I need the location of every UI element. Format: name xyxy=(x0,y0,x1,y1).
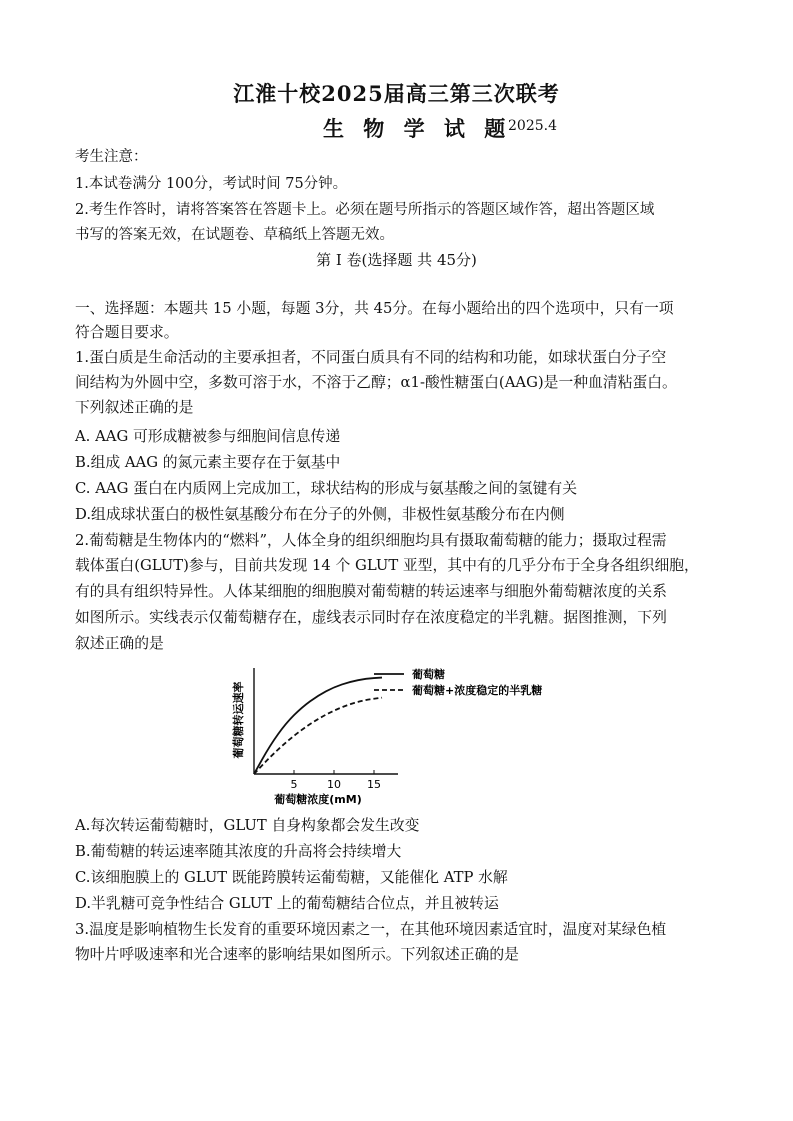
q2-stem-line-1: 2.葡萄糖是生物体内的“燃料”，人体全身的组织细胞均具有摄取葡萄糖的能力；摄取过程需 xyxy=(75,532,667,549)
section-intro-line-2: 符合题目要求。 xyxy=(75,324,179,341)
x-tick-label: 5 xyxy=(290,778,298,791)
q2-option-c: C.该细胞膜上的 GLUT 既能跨膜转运葡萄糖，又能催化 ATP 水解 xyxy=(75,869,508,886)
q1-stem-line-2: 间结构为外圆中空，多数可溶于水，不溶于乙醇；α1-酸性糖蛋白(AAG)是一种血清粘蛋白。 xyxy=(75,374,677,391)
section-title: 第 I 卷(选择题 共 45分) xyxy=(316,251,477,269)
subject-title: 生 物 学 试 题 xyxy=(323,116,512,141)
q2-stem-line-2: 载体蛋白(GLUT)参与，目前共发现 14 个 GLUT 亚型，其中有的几乎分布于全身各组织细胞， xyxy=(75,557,699,574)
section-intro-line-1: 一、选择题：本题共 15 小题，每题 3分，共 45分。在每小题给出的四个选项中，只有一项 xyxy=(75,300,674,317)
q1-stem-line-1: 1.蛋白质是生命活动的主要承担者，不同蛋白质具有不同的结构和功能，如球状蛋白分子空 xyxy=(75,349,667,366)
series-line-glucose xyxy=(254,678,382,774)
exam-title: 江淮十校2025届高三第三次联考 xyxy=(233,81,560,106)
q2-stem-line-4: 如图所示。实线表示仅葡萄糖存在，虚线表示同时存在浓度稳定的半乳糖。据图推测，下列 xyxy=(75,609,667,626)
series-line-glucose-galactose xyxy=(254,698,382,774)
q3-stem-line-1: 3.温度是影响植物生长发育的重要环境因素之一，在其他环境因素适宜时，温度对某绿色植 xyxy=(75,921,667,938)
q3-stem-line-2: 物叶片呼吸速率和光合速率的影响结果如图所示。下列叙述正确的是 xyxy=(75,946,519,963)
q2-option-b: B.葡萄糖的转运速率随其浓度的升高将会持续增大 xyxy=(75,843,402,860)
q1-stem-line-3: 下列叙述正确的是 xyxy=(75,399,194,416)
x-tick-label: 10 xyxy=(327,778,341,791)
q2-stem-line-5: 叙述正确的是 xyxy=(75,635,164,652)
q1-option-d: D.组成球状蛋白的极性氨基酸分布在分子的外侧，非极性氨基酸分布在内侧 xyxy=(75,506,565,523)
x-axis-title: 葡萄糖浓度(mM) xyxy=(274,793,362,806)
notice-heading: 考生注意： xyxy=(75,149,148,165)
legend-label: 葡萄糖+浓度稳定的半乳糖 xyxy=(412,684,543,697)
q2-stem-line-3: 有的具有组织特异性。人体某细胞的细胞膜对葡萄糖的转运速率与细胞外葡萄糖浓度的关系 xyxy=(75,583,667,600)
q1-option-b: B.组成 AAG 的氮元素主要存在于氨基中 xyxy=(75,454,341,471)
notice-item-2-line-2: 书写的答案无效，在试题卷、草稿纸上答题无效。 xyxy=(75,227,394,243)
notice-item-2-line-1: 2.考生作答时，请将答案答在答题卡上。必须在题号所指示的答题区域作答，超出答题区域 xyxy=(75,202,655,218)
legend-label: 葡萄糖 xyxy=(412,668,445,681)
notice-item-1: 1.本试卷满分 100分，考试时间 75分钟。 xyxy=(75,176,348,192)
q2-option-d: D.半乳糖可竞争性结合 GLUT 上的葡萄糖结合位点，并且被转运 xyxy=(75,895,499,912)
exam-date: 2025.4 xyxy=(508,118,557,134)
q1-option-c: C. AAG 蛋白在内质网上完成加工，球状结构的形成与氨基酸之间的氢键有关 xyxy=(75,480,578,497)
q2-option-a: A.每次转运葡萄糖时，GLUT 自身构象都会发生改变 xyxy=(75,817,420,834)
y-axis-title: 葡萄糖转运速率 xyxy=(232,681,245,759)
q1-option-a: A. AAG 可形成糖被参与细胞间信息传递 xyxy=(75,428,341,445)
y-axis-label xyxy=(231,682,245,759)
glucose-transport-chart xyxy=(228,660,588,810)
x-tick-label: 15 xyxy=(367,778,381,791)
